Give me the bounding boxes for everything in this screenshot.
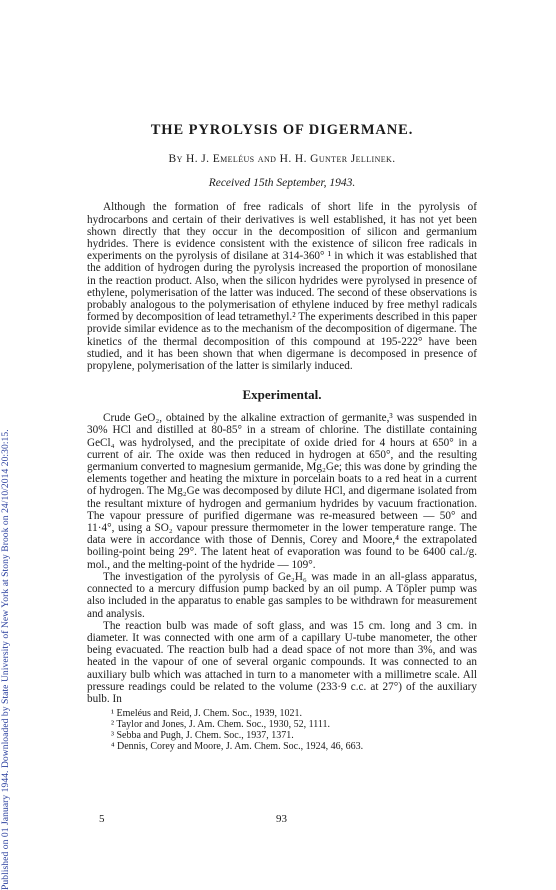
footnote: ¹ Emeléus and Reid, J. Chem. Soc., 1939, 1021. bbox=[111, 708, 303, 720]
body-paragraph: The reaction bulb was made of soft glass, and was 15 cm. long and 3 cm. in diameter. It was connected with one arm of a capillary U-tube manometer, the other being evacuated. The reaction bulb had a dead space of not more than 3%, and was heated in the vapour of one of several organic compounds. It was connected to an auxiliary bulb which was attached in turn to a manometer with a millimetre scale. All pressure readings could be related to the volume (233·9 c.c. at 27°) of the auxiliary bulb. In bbox=[87, 619, 477, 705]
page-number: 93 bbox=[276, 813, 287, 825]
signature-mark: 5 bbox=[99, 813, 105, 825]
article-title: THE PYROLYSIS OF DIGERMANE. bbox=[150, 122, 414, 138]
download-watermark: Published on 01 January 1944. Downloaded by State University of New York at Stony Brook on 24/10/2014 20:30:15. bbox=[0, 429, 11, 890]
footnotes bbox=[87, 708, 477, 752]
intro-paragraph: Although the formation of free radicals of short life in the pyrolysis of hydrocarbons and certain of their derivatives is well established, it has not yet been shown directly that they occur in the decomposition of silicon and germanium hydrides. There is evidence consistent with the existence of silicon free radicals in experiments on the pyrolysis of disilane at 314-360° ¹ in which it was established that the addition of hydrogen during the pyrolysis increased the proportion of monosilane in the reaction product. Also, when the silicon hydrides were pyrolysed in presence of ethylene, polymerisation of the latter was induced. The second of these observations is probably analogous to the polymerisation of ethylene induced by free methyl radicals formed by decomposition of lead tetramethyl.² The experiments described in this paper provide similar evidence as to the mechanism of the decomposition of digermane. The kinetics of the thermal decomposition of this compound at 195-222° have been studied, and it has been shown that when digermane is decomposed in presence of propylene, polymerisation of the latter is similarly induced. bbox=[87, 201, 477, 373]
body-paragraph: The investigation of the pyrolysis of Ge₂H₆ was made in an all-glass apparatus, connected to a mercury diffusion pump backed by an oil pump. A Töpler pump was also included in the apparatus to enable gas samples to be withdrawn for measurement and analysis. bbox=[87, 570, 477, 620]
footnote: ⁴ Dennis, Corey and Moore, J. Am. Chem. Soc., 1924, 46, 663. bbox=[111, 741, 364, 753]
footnote: ³ Sebba and Pugh, J. Chem. Soc., 1937, 1371. bbox=[111, 730, 294, 742]
received-date: Received 15th September, 1943. bbox=[208, 177, 356, 190]
article-page bbox=[87, 122, 477, 752]
body-paragraph: Crude GeO₂, obtained by the alkaline extraction of germanite,³ was suspended in 30% HCl and distilled at 80-85° in a stream of chlorine. The distillate containing GeCl₄ was hydrolysed, and the precipitate of oxide dried for 4 hours at 650° in a current of air. The oxide was then reduced in hydrogen at 650°, and the resulting germanium converted to magnesium germanide, Mg₂Ge; this was done by grinding the elements together and heating the mixture in porcelain boats to a red heat in a current of hydrogen. The Mg₂Ge was decomposed by dilute HCl, and digermane isolated from the resultant mixture of hydrogen and germanium hydrides by vacuum fractionation. The vapour pressure of purified digermane was re-measured between — 50° and 11·4°, using a SO₂ vapour pressure thermometer in the lower temperature range. The data were in accordance with those of Dennis, Corey and Moore,⁴ the extrapolated boiling-point being 29°. The latent heat of evaporation was found to be 6400 cal./g. mol., and the melting-point of the hydride — 109°. bbox=[87, 412, 477, 571]
footnote: ² Taylor and Jones, J. Am. Chem. Soc., 1930, 52, 1111. bbox=[111, 719, 331, 731]
authors-line: By H. J. Emeléus and H. H. Gunter Jellinek. bbox=[168, 153, 396, 165]
section-heading: Experimental. bbox=[242, 387, 322, 403]
